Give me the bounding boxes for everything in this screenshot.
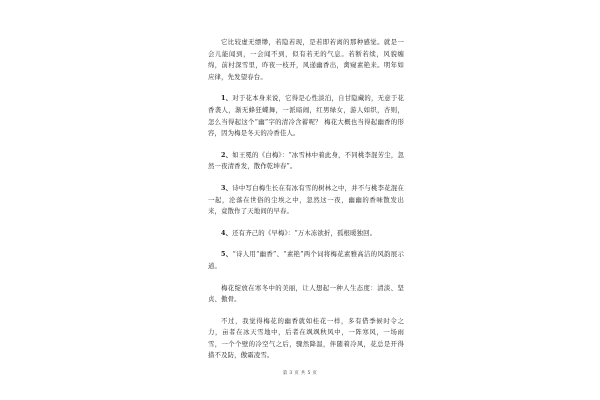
paragraph-text: 它比较虚无缥缈，若隐若现，是若即若离的那种感觉。就是一会儿能闻到，一会闻不到，似有若无的气息。若断若续，风貌缠绵，前村深雪里，昨夜一枝开，风递幽香出，禽窥素艳来。明年如应律，先发望春台。 <box>208 38 404 81</box>
paragraph <box>208 37 404 83</box>
numbered-paragraph <box>208 249 404 272</box>
numbered-paragraph <box>208 183 404 218</box>
paragraph-text: 如王冕的《白梅》：“冰雪林中着此身，不同桃李混芳尘，忽然一夜清香发，散作乾坤春”。 <box>208 150 404 171</box>
paragraph-text: 诗中写白梅生长在有冰有雪的树林之中，并不与桃李花混在一起，沦落在世俗的尘埃之中，忽然这一夜，幽幽的香味散发出来，竟散作了天地间的早春。 <box>208 183 404 216</box>
paragraph-text: 不过，我觉得梅花的幽香就如桂花一样，多有借季候时令之力，亩者在冰天雪地中，后者在飒飒秋风中，一阵寒风，一场雨雪，一个个壁的冷空气之后，骤然降温，伴随着冷风，花总是开得措不及防，傲霜凌雪。 <box>208 316 404 360</box>
paragraph-text: 还有齐己的《早梅》：“万木冻欲折，孤根暖独回。 <box>232 228 377 237</box>
page-number-footer: 第 3 页 共 5 页 <box>282 371 318 376</box>
numbered-paragraph <box>208 228 404 240</box>
paragraph <box>208 283 404 306</box>
numbered-paragraph <box>208 150 404 173</box>
paragraph-text: “诗人用“幽香”、“素艳”两个词将梅花素雅高洁的风韵展示道。 <box>208 250 404 270</box>
paragraph-number: 2、 <box>221 150 233 159</box>
paragraph-number: 5、 <box>221 250 233 259</box>
paragraph-number: 4、 <box>221 228 233 237</box>
paragraph-number: 3、 <box>221 183 233 192</box>
numbered-paragraph <box>208 93 404 139</box>
paragraph-number: 1、 <box>221 94 233 103</box>
paragraph <box>208 316 404 362</box>
paragraph-text: 梅花绽放在寒冬中的美丽，让人想起一种人生态度：清淡、坚贞、傲骨。 <box>208 283 404 304</box>
paragraph-text: 对于花本身来说，它得是心性淡泊，自甘隐藏的，无意于花香袭人，渐无蜂狂蝶舞，一派暗闹，红男绿女，游人如织，杏则，怎么当得起这个“幽”字的清冷含蓄呢？ 梅花大概也当得起幽香的形容，因为梅是冬天的冷香佳人。 <box>208 94 404 138</box>
document-body <box>208 37 404 372</box>
